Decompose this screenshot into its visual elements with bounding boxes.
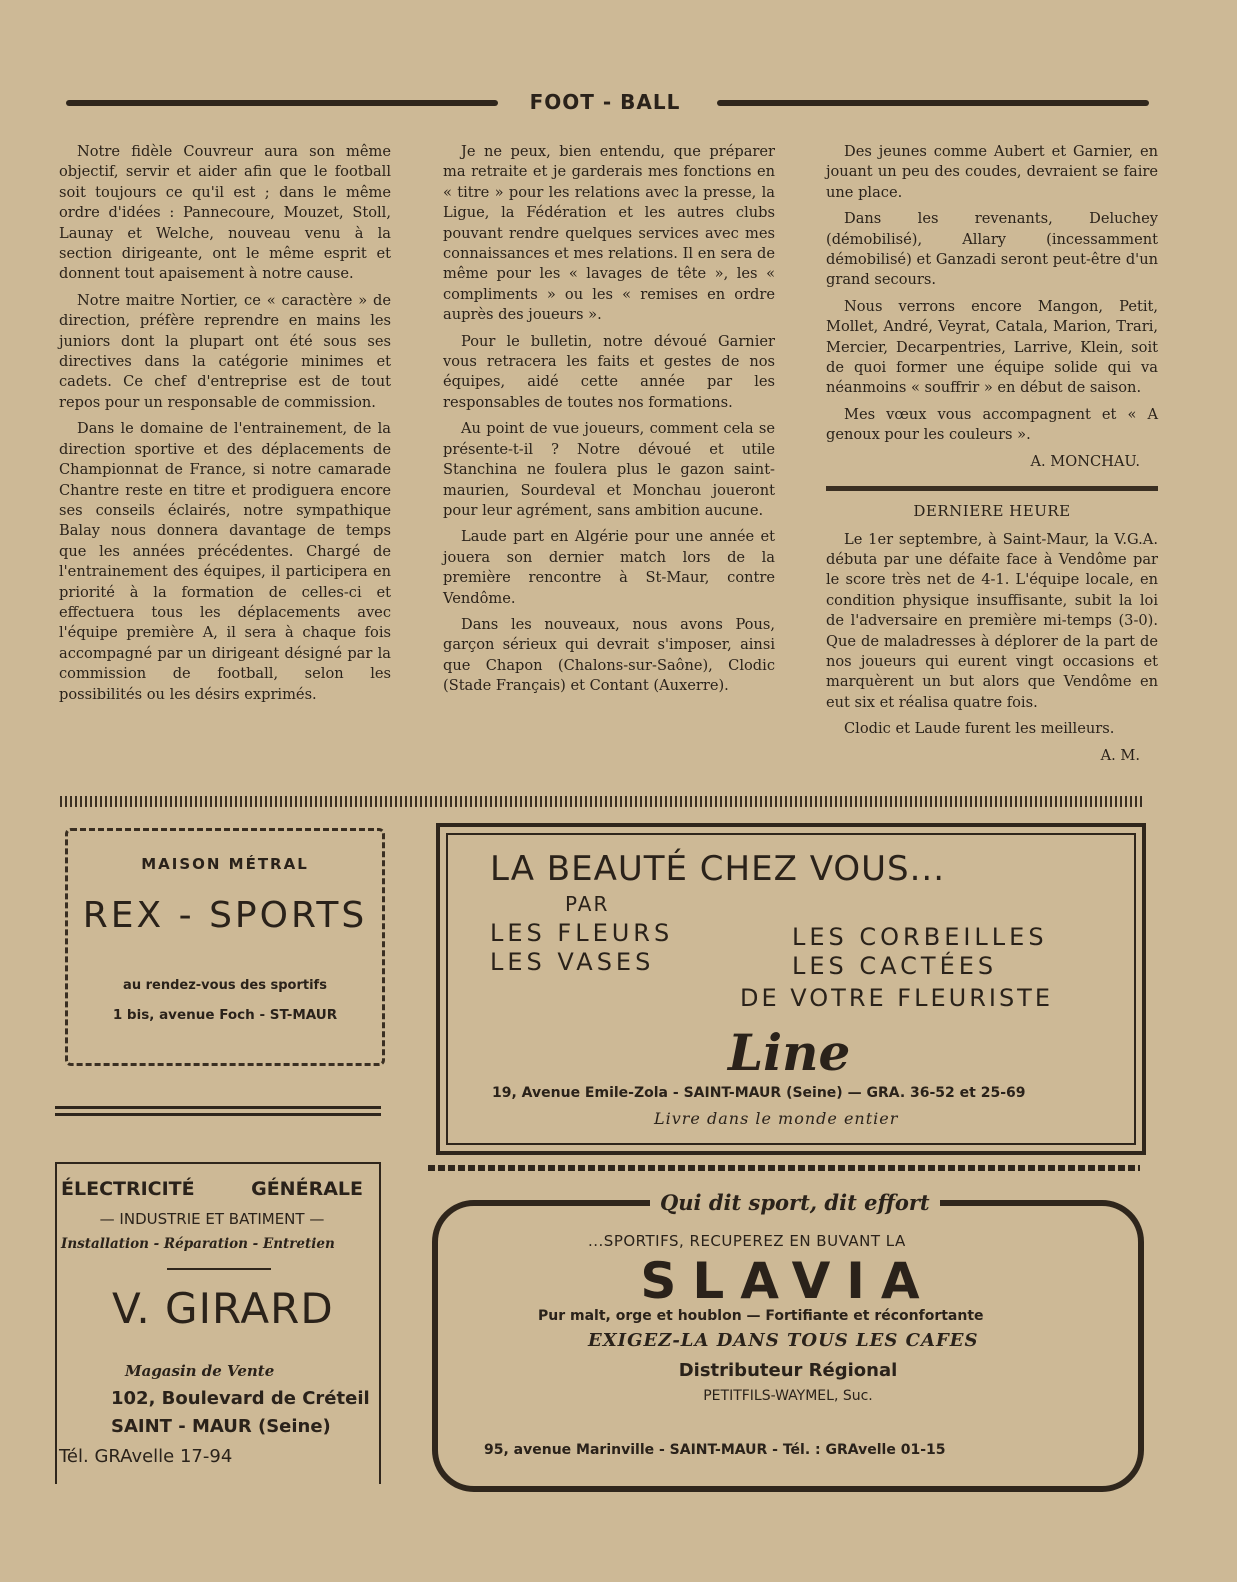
article-paragraph: Dans les revenants, Deluchey (démobilisé), Allary (incessamment démobilisé) et Ganzadi seront peut-être d'un grand secours. [826,210,1158,289]
fleuriste-headline: LA BEAUTÉ CHEZ VOUS... [490,849,946,889]
fleuriste-item: LES FLEURS [490,919,674,947]
header-rule-right [717,100,1149,106]
girard-services: Installation - Réparation - Entretien [61,1236,335,1252]
girard-heading-word: GÉNÉRALE [251,1178,363,1200]
article-paragraph: Pour le bulletin, notre dévoué Garnier vous retracera les faits et gestes de nos équipes, aidé cette année par les responsables de toutes nos formations. [443,332,775,411]
slavia-ad [432,1200,1144,1492]
article-paragraph: Dans le domaine de l'entrainement, de la direction sportive et des déplacements de Championnat de France, si notre camarade Chantre reste en titre et prodiguera encore ses conseils éclairés, notre sympathique Balay nous donnera davantage de temps que les années précédentes. Chargé de l'entrainement des équipes, il participera en priorité à la formation de celles-ci et effectuera tous les déplacements avec l'équipe première A, il sera à chaque fois accompagné par un dirigeant désigné par la commission de football, selon les possibilités ou les désirs exprimés. [59,420,391,703]
latest-news-heading: DERNIERE HEURE [913,502,1071,521]
article-column-2 [443,142,775,703]
girard-name: V. GIRARD [112,1284,334,1333]
rex-tagline: au rendez-vous des sportifs [123,978,327,993]
ad-divider [55,1106,381,1109]
article-paragraph: Des jeunes comme Aubert et Garnier, en jouant un peu des coudes, devraient se faire une place. [826,143,1158,201]
fleuriste-line: DE VOTRE FLEURISTE [740,984,1054,1012]
girard-tel: Tél. GRAvelle 17-94 [59,1446,233,1467]
girard-heading-word: ÉLECTRICITÉ [61,1178,195,1200]
article-column-1 [59,142,391,711]
article-paragraph: Mes vœux vous accompagnent et « A genoux pour les couleurs ». [826,405,1158,444]
article-paragraph: Notre maitre Nortier, ce « caractère » de direction, préfère reprendre en mains les juniors dont la plupart ont été sous ses directives dans la catégorie minimes et cadets. Ce chef d'entreprise est de tout repos pour un responsable de commission. [59,291,391,411]
fleuriste-ad [436,823,1146,1155]
article-signature: A. MONCHAU. [1030,452,1140,470]
fleuriste-right-list [792,923,1048,981]
article-paragraph: Nous verrons encore Mangon, Petit, Mollet, André, Veyrat, Catala, Marion, Trari, Mercier, Decarpentries, Larrive, Klein, soit de quoi former une équipe solide qui va néanmoins « souffrir » en début de saison. [826,297,1158,397]
girard-heading [61,1178,363,1200]
section-title: FOOT - BALL [529,90,681,114]
slavia-address: 95, avenue Marinville - SAINT-MAUR - Tél. : GRAvelle 01-15 [484,1442,946,1458]
girard-street: 102, Boulevard de Créteil [111,1388,370,1409]
rex-brand: REX - SPORTS [82,895,368,936]
girard-divider [167,1268,271,1270]
fleuriste-item: LES VASES [490,948,655,976]
girard-subheading: — INDUSTRIE ET BATIMENT — [99,1210,325,1228]
slavia-line1: ...SPORTIFS, RECUPEREZ EN BUVANT LA [588,1232,906,1250]
slavia-brand: SLAVIA [640,1252,936,1310]
latest-news-paragraph: Clodic et Laude furent les meilleurs. [844,720,1115,738]
fleuriste-address: 19, Avenue Emile-Zola - SAINT-MAUR (Seine) — GRA. 36-52 et 25-69 [492,1085,1026,1101]
article-paragraph: Notre fidèle Couvreur aura son même objectif, servir et aider afin que le football soit toujours ce qu'il est ; dans le même ordre d'idées : Pannecoure, Mouzet, Stoll, Launay et Welche, nouveau venu à la section dirigeante, ont le même esprit et donnent tout apaisement à notre cause. [59,143,391,283]
article-column-3 [826,142,1158,772]
section-divider [826,486,1158,491]
rex-maison: MAISON MÉTRAL [141,855,309,873]
article-paragraph: Au point de vue joueurs, comment cela se présente-t-il ? Notre dévoué et utile Stanchina ne foulera plus le gazon saint-maurien, Sourdeval et Monchau joueront pour leur agrément, sans ambition aucune. [443,420,775,519]
girard-ad [55,1162,381,1484]
latest-news-paragraph: Le 1er septembre, à Saint-Maur, la V.G.A. débuta par une défaite face à Vendôme par le score très net de 4-1. L'équipe locale, en condition physique insuffisante, subit la loi de l'adversaire en première mi-temps (3-0). Que de maladresses à déplorer de la part de nos joueurs qui eurent vingt occasions et marquèrent un but alors que Vendôme en eut six et réalisa quatre fois. [826,530,1158,711]
fleuriste-item: LES CACTÉES [792,952,998,980]
slavia-tagline: Qui dit sport, dit effort [650,1190,940,1215]
girard-shop: Magasin de Vente [125,1362,275,1380]
girard-city: SAINT - MAUR (Seine) [111,1416,331,1437]
slavia-distributor: Distributeur Régional [678,1360,898,1381]
article-paragraph: Dans les nouveaux, nous avons Pous, garçon sérieux qui devrait s'imposer, ainsi que Chapon (Chalons-sur-Saône), Clodic (Stade Français) et Contant (Auxerre). [443,615,775,695]
slavia-slogan: EXIGEZ-LA DANS TOUS LES CAFES [588,1330,979,1351]
fleuriste-left-list [490,919,673,977]
fleuriste-item: LES CORBEILLES [792,923,1048,951]
rex-sports-ad [65,828,385,1066]
ad-divider [428,1165,1140,1171]
slavia-ingredients: Pur malt, orge et houblon — Fortifiante et réconfortante [538,1308,984,1324]
ad-divider [55,1113,381,1116]
slavia-successor: PETITFILS-WAYMEL, Suc. [703,1388,873,1404]
fleuriste-par: PAR [565,892,610,916]
ads-separator [60,796,1145,807]
article-paragraph: Je ne peux, bien entendu, que préparer ma retraite et je garderais mes fonctions en « titre » pour les relations avec la presse, la Ligue, la Fédération et les autres clubs pouvant rendre quelques services avec mes connaissances et mes relations. Il en sera de même pour les « lavages de tête », les « compliments » ou les « remises en ordre auprès des joueurs ». [443,143,775,324]
fleuriste-delivery: Livre dans le monde entier [654,1109,899,1128]
header-rule-left [66,100,498,106]
rex-address: 1 bis, avenue Foch - ST-MAUR [112,1007,338,1023]
fleuriste-brand: Line [728,1023,851,1082]
latest-news-signature: A. M. [1100,746,1140,764]
article-paragraph: Laude part en Algérie pour une année et jouera son dernier match lors de la première rencontre à St-Maur, contre Vendôme. [443,528,775,607]
